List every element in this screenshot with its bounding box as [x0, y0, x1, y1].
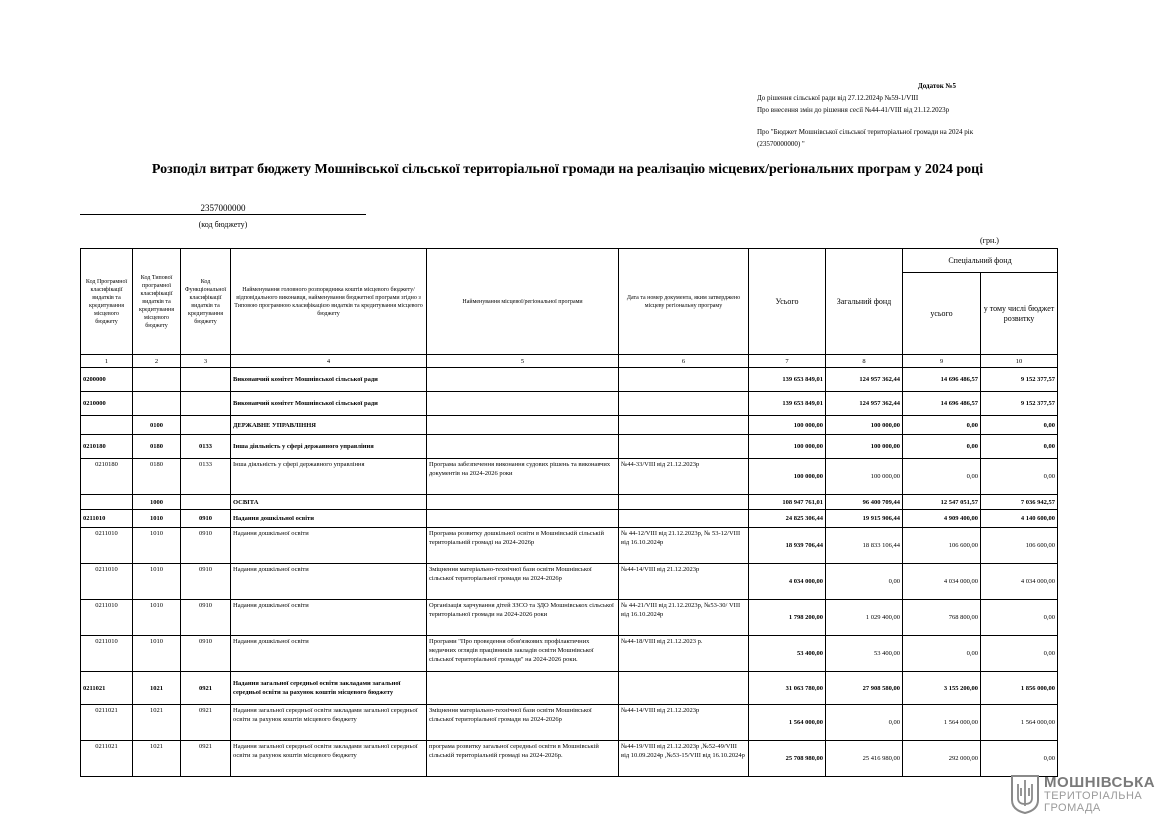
table-cell-col-3: 0910 [181, 636, 231, 672]
table-row [81, 672, 1058, 705]
table-cell-col-7: 100 000,00 [749, 416, 826, 435]
col-num: 2 [133, 355, 181, 368]
table-cell-col-7: 24 825 306,44 [749, 510, 826, 528]
table-cell-col-10: 1 564 000,00 [981, 705, 1058, 741]
col-num: 6 [619, 355, 749, 368]
appendix-title: Додаток №5 [917, 82, 957, 90]
table-cell-col-2: 1021 [133, 741, 181, 777]
header-col-10: у тому числі бюджет розвитку [981, 273, 1058, 355]
table-cell-col-9: 292 000,00 [903, 741, 981, 777]
table-row [81, 416, 1058, 435]
table-cell-col-6: №44-14/VIII від 21.12.2023р [619, 705, 749, 741]
table-cell-col-2: 1010 [133, 636, 181, 672]
table-row [81, 510, 1058, 528]
table-cell-col-1: 0211010 [81, 600, 133, 636]
table-cell-col-5 [427, 495, 619, 510]
table-cell-col-6 [619, 392, 749, 416]
table-cell-col-1: 0211021 [81, 705, 133, 741]
appendix-line-2: Про внесення змін до рішення сесії №44-41/VIII від 21.12.2023р [757, 106, 950, 114]
table-cell-col-5: Програма розвитку дошкільної освіти в Мошнівській сільській територіальній громаді на 2024-2026р [427, 528, 619, 564]
table-cell-col-3: 0921 [181, 672, 231, 705]
table-cell-col-4: ОСВІТА [231, 495, 427, 510]
table-cell-col-8: 18 833 106,44 [826, 528, 903, 564]
table-cell-col-2: 1010 [133, 528, 181, 564]
table-cell-col-9: 0,00 [903, 636, 981, 672]
table-cell-col-3: 0910 [181, 600, 231, 636]
table-cell-col-10: 0,00 [981, 636, 1058, 672]
table-cell-col-7: 53 400,00 [749, 636, 826, 672]
currency-label: (грн.) [980, 236, 999, 245]
table-cell-col-5 [427, 368, 619, 392]
col-num: 3 [181, 355, 231, 368]
table-cell-col-5 [427, 435, 619, 459]
table-cell-col-6: №44-18/VIII від 21.12.2023 р. [619, 636, 749, 672]
table-cell-col-1: 0210180 [81, 435, 133, 459]
header-special-fund: Спеціальний фонд [903, 249, 1058, 273]
table-cell-col-2: 1010 [133, 564, 181, 600]
table-cell-col-9: 0,00 [903, 435, 981, 459]
document-title: Розподіл витрат бюджету Мошнівської сільської територіальної громади на реалізацію місцевих/регіональних програм у 2024 році [151, 162, 984, 177]
appendix-line-3: Про "Бюджет Мошнівської сільської територіальної громади на 2024 рік [757, 128, 974, 136]
table-cell-col-3 [181, 416, 231, 435]
table-cell-col-4: Надання загальної середньої освіти закладами загальної середньої освіти за рахунок коштів місцевого бюджету [231, 741, 427, 777]
table-cell-col-6: №44-19/VIII від 21.12.2023р ,№52-49/VIII від 10.09.2024р ,№53-15/VIII від 16.10.2024р [619, 741, 749, 777]
table-cell-col-10: 4 034 000,00 [981, 564, 1058, 600]
column-number-row [81, 355, 1058, 368]
trident-icon [1010, 774, 1040, 814]
table-cell-col-10: 7 036 942,57 [981, 495, 1058, 510]
table-cell-col-10: 1 856 000,00 [981, 672, 1058, 705]
col-num: 5 [427, 355, 619, 368]
table-cell-col-4: Інша діяльність у сфері державного управління [231, 435, 427, 459]
table-row [81, 392, 1058, 416]
table-cell-col-1: 0211021 [81, 741, 133, 777]
table-cell-col-6: №44-14/VIII від 21.12.2023р [619, 564, 749, 600]
table-cell-col-1: 0200000 [81, 368, 133, 392]
table-cell-col-2: 1010 [133, 600, 181, 636]
appendix-header [757, 80, 1057, 150]
col-num: 10 [981, 355, 1058, 368]
table-cell-col-4: Виконавчий комітет Мошнівської сільської ради [231, 368, 427, 392]
col-num: 9 [903, 355, 981, 368]
logo-line-3: ГРОМАДА [1044, 802, 1101, 814]
table-cell-col-2: 0180 [133, 435, 181, 459]
table-cell-col-9: 1 564 000,00 [903, 705, 981, 741]
table-cell-col-10: 4 140 600,00 [981, 510, 1058, 528]
table-cell-col-5 [427, 416, 619, 435]
table-cell-col-6 [619, 368, 749, 392]
table-cell-col-1: 0211021 [81, 672, 133, 705]
table-cell-col-5: програма розвитку загальної середньої освіти в Мошнівській сільській територіальній громаді на 2024-2026р. [427, 741, 619, 777]
table-cell-col-1: 0211010 [81, 636, 133, 672]
header-col-5: Найменування місцевої/регіональної програми [427, 249, 619, 355]
table-cell-col-1 [81, 416, 133, 435]
table-cell-col-3: 0910 [181, 564, 231, 600]
table-cell-col-2: 0180 [133, 459, 181, 495]
col-num: 8 [826, 355, 903, 368]
table-cell-col-9: 0,00 [903, 459, 981, 495]
community-logo [1008, 772, 1158, 816]
table-cell-col-4: Надання дошкільної освіти [231, 600, 427, 636]
table-cell-col-8: 1 029 400,00 [826, 600, 903, 636]
table-cell-col-9: 106 600,00 [903, 528, 981, 564]
table-cell-col-6: № 44-12/VIII від 21.12.2023р, № 53-12/VIII від 16.10.2024р [619, 528, 749, 564]
table-cell-col-4: Надання дошкільної освіти [231, 510, 427, 528]
table-cell-col-1 [81, 495, 133, 510]
table-cell-col-2: 1000 [133, 495, 181, 510]
table-cell-col-8: 25 416 980,00 [826, 741, 903, 777]
table-cell-col-3: 0921 [181, 705, 231, 741]
col-num: 4 [231, 355, 427, 368]
table-cell-col-1: 0211010 [81, 564, 133, 600]
table-cell-col-7: 139 653 849,01 [749, 368, 826, 392]
table-cell-col-9: 4 909 400,00 [903, 510, 981, 528]
table-cell-col-6: № 44-21/VIII від 21.12.2023р, №53-30/ VIII від 16.10.2024р [619, 600, 749, 636]
table-cell-col-9: 14 696 486,57 [903, 368, 981, 392]
table-cell-col-7: 100 000,00 [749, 459, 826, 495]
table-cell-col-3 [181, 495, 231, 510]
table-cell-col-4: ДЕРЖАВНЕ УПРАВЛІННЯ [231, 416, 427, 435]
table-cell-col-8: 53 400,00 [826, 636, 903, 672]
table-cell-col-2 [133, 392, 181, 416]
table-cell-col-8: 0,00 [826, 564, 903, 600]
table-row [81, 528, 1058, 564]
table-cell-col-5 [427, 510, 619, 528]
header-col-2: Код Типової програмної класифікації видатків та кредитування місцевого бюджету [133, 249, 181, 355]
table-cell-col-10: 0,00 [981, 600, 1058, 636]
table-row [81, 636, 1058, 672]
table-cell-col-2: 1021 [133, 672, 181, 705]
table-cell-col-1: 0210000 [81, 392, 133, 416]
col-num: 1 [81, 355, 133, 368]
table-cell-col-7: 108 947 761,01 [749, 495, 826, 510]
table-cell-col-1: 0210180 [81, 459, 133, 495]
table-cell-col-7: 4 034 000,00 [749, 564, 826, 600]
table-row [81, 435, 1058, 459]
table-cell-col-8: 19 915 906,44 [826, 510, 903, 528]
header-col-8: Загальний фонд [826, 249, 903, 355]
table-cell-col-7: 25 708 980,00 [749, 741, 826, 777]
table-row [81, 600, 1058, 636]
table-cell-col-3: 0910 [181, 510, 231, 528]
table-cell-col-7: 31 063 780,00 [749, 672, 826, 705]
table-cell-col-5: Програма забезпечення виконання судових рішень та виконавчих документів на 2024-2026 роки [427, 459, 619, 495]
table-cell-col-5: Програми "Про проведення обов'язкових профілактичних медичних оглядів працівників закладів освіти Мошнівської сільської територіальної громади" на 2024-2026 роки. [427, 636, 619, 672]
appendix-line-4: (23570000000) " [757, 140, 805, 148]
table-cell-col-1: 0211010 [81, 510, 133, 528]
header-col-7: Усього [749, 249, 826, 355]
logo-line-1: МОШНІВСЬКА [1044, 774, 1156, 791]
table-cell-col-2 [133, 368, 181, 392]
table-cell-col-8: 0,00 [826, 705, 903, 741]
table-cell-col-4: Надання дошкільної освіти [231, 564, 427, 600]
table-cell-col-10: 0,00 [981, 435, 1058, 459]
table-cell-col-1: 0211010 [81, 528, 133, 564]
table-cell-col-8: 100 000,00 [826, 459, 903, 495]
budget-table [80, 248, 1058, 777]
table-cell-col-10: 0,00 [981, 741, 1058, 777]
table-cell-col-4: Виконавчий комітет Мошнівської сільської ради [231, 392, 427, 416]
table-cell-col-9: 3 155 200,00 [903, 672, 981, 705]
header-col-4: Найменування головного розпорядника коштів місцевого бюджету/ відповідального виконавця, найменування бюджетної програми згідно з Типовою програмною класифікацією видатків та кредитування місцевого бюджету [231, 249, 427, 355]
table-cell-col-3: 0910 [181, 528, 231, 564]
table-cell-col-8: 124 957 362,44 [826, 392, 903, 416]
table-cell-col-4: Надання дошкільної освіти [231, 528, 427, 564]
table-row [81, 741, 1058, 777]
table-cell-col-5: Зміцнення матеріально-технічної бази освіти Мошнівської сільської територіальної громади на 2024-2026р [427, 705, 619, 741]
appendix-line-1: До рішення сільської ради від 27.12.2024р №59-1/VIII [757, 94, 919, 102]
table-cell-col-10: 9 152 377,57 [981, 392, 1058, 416]
table-cell-col-6: №44-33/VIII від 21.12.2023р [619, 459, 749, 495]
table-row [81, 705, 1058, 741]
table-cell-col-10: 9 152 377,57 [981, 368, 1058, 392]
col-num: 7 [749, 355, 826, 368]
table-cell-col-10: 106 600,00 [981, 528, 1058, 564]
table-cell-col-2: 1021 [133, 705, 181, 741]
table-cell-col-9: 4 034 000,00 [903, 564, 981, 600]
table-cell-col-9: 14 696 486,57 [903, 392, 981, 416]
table-cell-col-3: 0133 [181, 459, 231, 495]
table-cell-col-9: 12 547 051,57 [903, 495, 981, 510]
table-cell-col-5 [427, 672, 619, 705]
header-col-3: Код Функціональної класифікації видатків та кредитування бюджету [181, 249, 231, 355]
table-cell-col-6 [619, 672, 749, 705]
header-col-6: Дата та номер документа, яким затверджено місцеву регіональну програму [619, 249, 749, 355]
table-cell-col-4: Надання загальної середньої освіти закладами загальної середньої освіти за рахунок коштів місцевого бюджету [231, 672, 427, 705]
table-cell-col-6 [619, 416, 749, 435]
table-cell-col-8: 27 908 580,00 [826, 672, 903, 705]
table-row [81, 564, 1058, 600]
table-cell-col-3: 0133 [181, 435, 231, 459]
table-cell-col-7: 100 000,00 [749, 435, 826, 459]
table-cell-col-6 [619, 435, 749, 459]
table-cell-col-3 [181, 368, 231, 392]
table-cell-col-5 [427, 392, 619, 416]
table-cell-col-4: Надання дошкільної освіти [231, 636, 427, 672]
table-cell-col-5: Організація харчування дітей ЗЗСО та ЗДО Мошнівськох сільської територіальної громади на 2024-2026 роки [427, 600, 619, 636]
table-cell-col-2: 0100 [133, 416, 181, 435]
table-row [81, 495, 1058, 510]
table-cell-col-4: Надання загальної середньої освіти закладами загальної середньої освіти за рахунок коштів місцевого бюджету [231, 705, 427, 741]
table-cell-col-8: 100 000,00 [826, 416, 903, 435]
table-cell-col-10: 0,00 [981, 459, 1058, 495]
table-cell-col-4: Інша діяльність у сфері державного управління [231, 459, 427, 495]
table-row [81, 459, 1058, 495]
header-col-9: усього [903, 273, 981, 355]
table-cell-col-7: 139 653 849,01 [749, 392, 826, 416]
budget-code-label: (код бюджету) [198, 220, 248, 229]
table-row [81, 368, 1058, 392]
table-cell-col-10: 0,00 [981, 416, 1058, 435]
table-body [81, 355, 1058, 777]
logo-line-2: ТЕРИТОРІАЛЬНА [1044, 790, 1143, 802]
table-cell-col-8: 100 000,00 [826, 435, 903, 459]
table-cell-col-3 [181, 392, 231, 416]
table-cell-col-9: 768 800,00 [903, 600, 981, 636]
table-cell-col-7: 1 798 200,00 [749, 600, 826, 636]
table-cell-col-2: 1010 [133, 510, 181, 528]
table-cell-col-6 [619, 495, 749, 510]
table-cell-col-6 [619, 510, 749, 528]
table-cell-col-8: 96 400 709,44 [826, 495, 903, 510]
budget-code: 2357000000 [80, 203, 366, 215]
table-cell-col-9: 0,00 [903, 416, 981, 435]
table-cell-col-8: 124 957 362,44 [826, 368, 903, 392]
header-col-1: Код Програмної класифікації видатків та кредитування місцевого бюджету [81, 249, 133, 355]
table-cell-col-7: 18 939 706,44 [749, 528, 826, 564]
table-cell-col-5: Зміцнення матеріально-технічної бази освіти Мошнівської сільської територіальної громади на 2024-2026р [427, 564, 619, 600]
table-cell-col-3: 0921 [181, 741, 231, 777]
table-cell-col-7: 1 564 000,00 [749, 705, 826, 741]
